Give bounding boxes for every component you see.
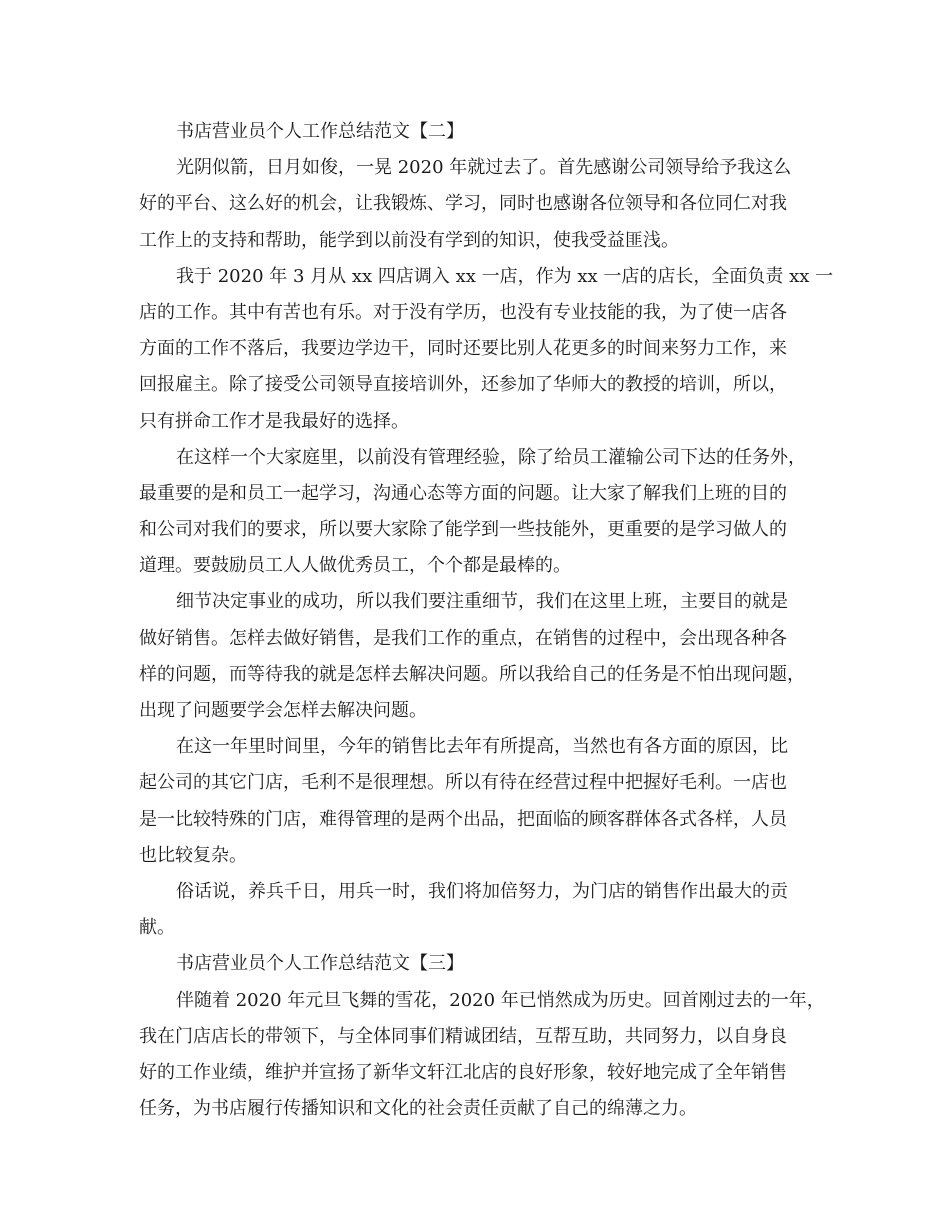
text-line: 俗话说，养兵千日，用兵一时，我们将加倍努力，为门店的销售作出最大的贡: [176, 880, 788, 902]
text-line: 也比较复杂。: [139, 844, 247, 866]
text-line: 样的问题，而等待我的就是怎样去解决问题。所以我给自己的任务是不怕出现问题，: [139, 663, 805, 685]
text-line: 我于 2020 年 3 月从 xx 四店调入 xx 一店，作为 xx 一店的店长，全面负责 xx 一: [176, 265, 834, 287]
text-line: 细节决定事业的成功，所以我们要注重细节，我们在这里上班，主要目的就是: [176, 591, 788, 613]
text-line: 好的工作业绩，维护并宣扬了新华文轩江北店的良好形象，较好地完成了全年销售: [139, 1061, 787, 1083]
text-line: 回报雇主。除了接受公司领导直接培训外，还参加了华师大的教授的培训，所以，: [139, 374, 787, 396]
text-line: 书店营业员个人工作总结范文【三】: [176, 953, 464, 975]
text-line: 好的平台、这么好的机会，让我锻炼、学习，同时也感谢各位领导和各位同仁对我: [139, 193, 787, 215]
text-line: 方面的工作不落后，我要边学边干，同时还要比别人花更多的时间来努力工作，来: [139, 338, 787, 360]
text-line: 最重要的是和员工一起学习，沟通心态等方面的问题。让大家了解我们上班的目的: [139, 482, 787, 504]
text-line: 出现了问题要学会怎样去解决问题。: [139, 700, 427, 721]
text-line: 在这样一个大家庭里，以前没有管理经验，除了给员工灌输公司下达的任务外，: [176, 446, 806, 468]
text-line: 道理。要鼓励员工人人做优秀员工，个个都是最棒的。: [139, 555, 571, 577]
text-line: 做好销售。怎样去做好销售，是我们工作的重点，在销售的过程中，会出现各种各: [139, 627, 787, 649]
text-line: 书店营业员个人工作总结范文【二】: [176, 121, 464, 142]
text-line: 我在门店店长的带领下，与全体同事们精诚团结，互帮互助，共同努力，以自身良: [139, 1025, 787, 1047]
text-line: 任务，为书店履行传播知识和文化的社会责任贡献了自己的绵薄之力。: [139, 1098, 697, 1120]
document-body: [139, 114, 834, 1127]
text-line: 店的工作。其中有苦也有乐。对于没有学历，也没有专业技能的我，为了使一店各: [139, 301, 787, 323]
text-line: 献。: [139, 917, 175, 939]
text-line: 只有拼命工作才是我最好的选择。: [139, 410, 409, 432]
text-line: 光阴似箭，日月如俊，一晃 2020 年就过去了。首先感谢公司领导给予我这么: [176, 157, 792, 179]
text-line: 起公司的其它门店，毛利不是很理想。所以有待在经营过程中把握好毛利。一店也: [139, 772, 787, 794]
text-line: 是一比较特殊的门店，难得管理的是两个出品，把面临的顾客群体各式各样，人员: [139, 808, 787, 830]
text-line: 伴随着 2020 年元旦飞舞的雪花，2020 年已悄然成为历史。回首刚过去的一年，: [176, 989, 825, 1011]
text-line: 工作上的支持和帮助，能学到以前没有学到的知识，使我受益匪浅。: [139, 229, 679, 251]
text-line: 和公司对我们的要求，所以要大家除了能学到一些技能外，更重要的是学习做人的: [139, 519, 787, 541]
text-line: 在这一年里时间里，今年的销售比去年有所提高，当然也有各方面的原因，比: [176, 736, 788, 758]
